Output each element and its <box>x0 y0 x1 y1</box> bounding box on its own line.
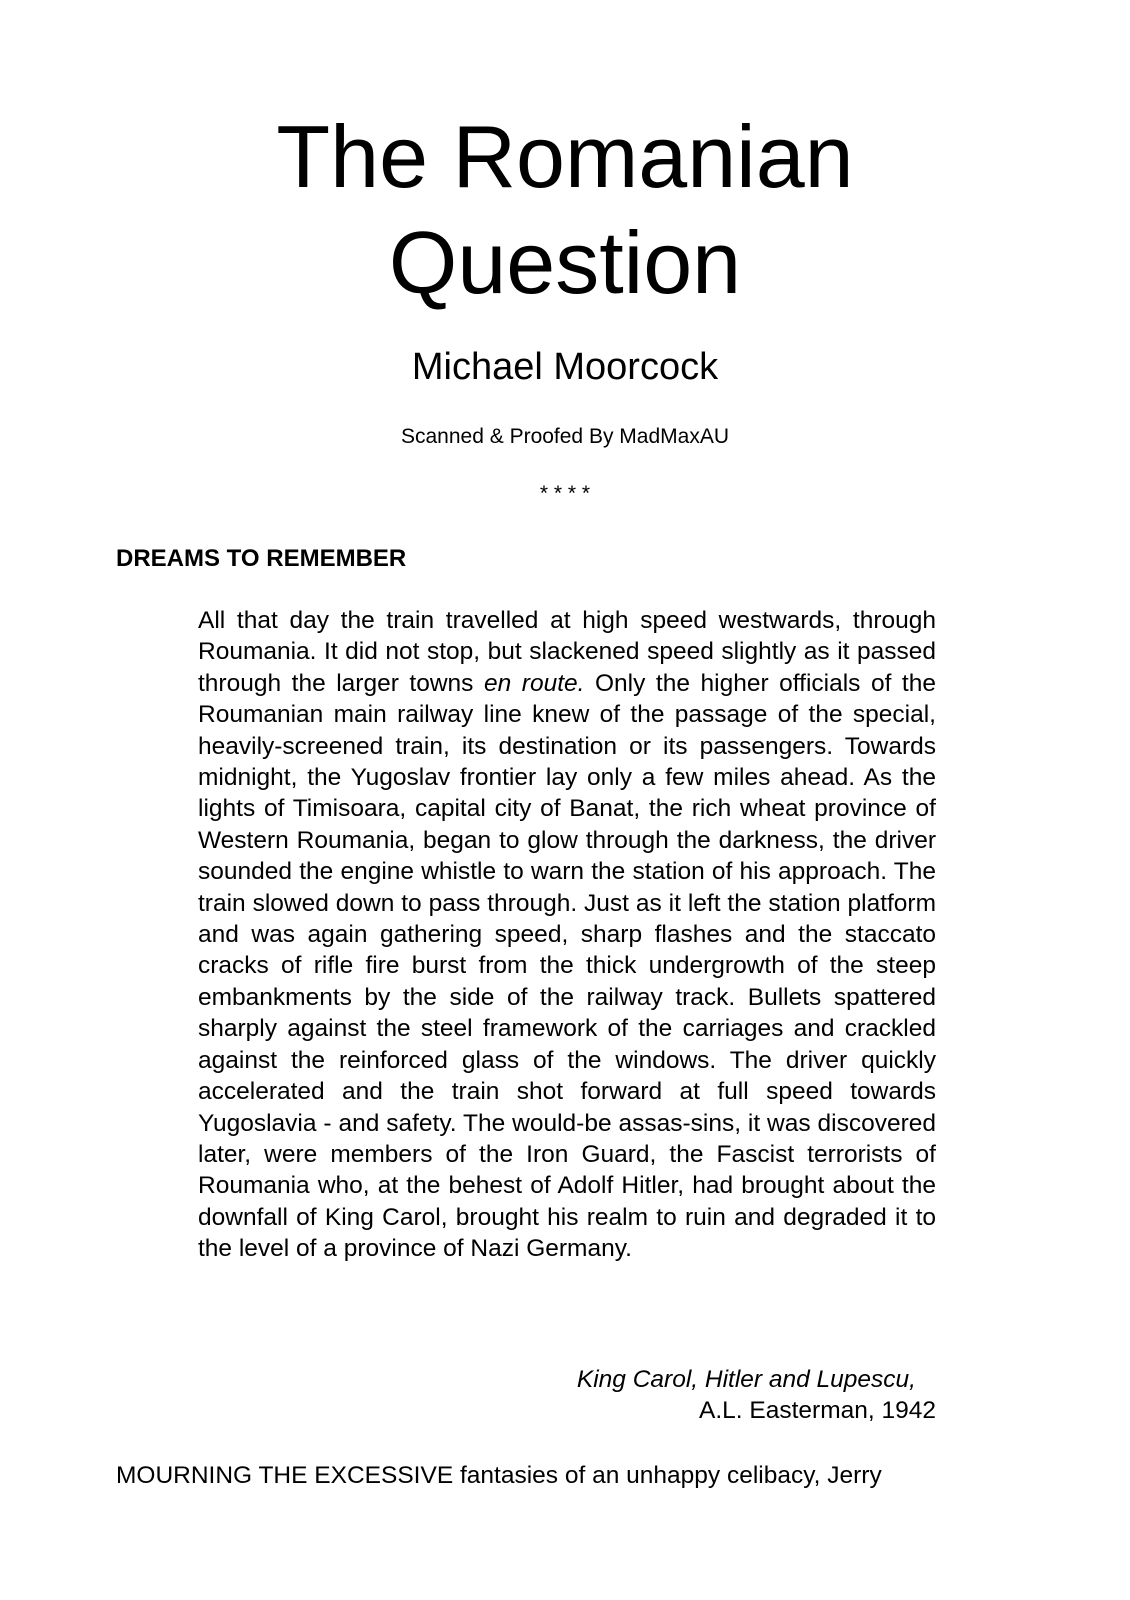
section-divider: * * * * <box>539 482 591 505</box>
attribution-author-year: A.L. Easterman, 1942 <box>699 1397 936 1424</box>
book-title-line-2: Question <box>388 213 742 312</box>
book-title-line-1: The Romanian <box>276 107 854 206</box>
attribution-work-title: King Carol, Hitler and Lupescu, <box>576 1366 916 1393</box>
book-title <box>0 104 1130 316</box>
epigraph-text-start: All that day the train travelled at high speed westwards, through Roumania. It did not stop, but slackened speed slightly as it passed through the larger towns <box>198 607 936 697</box>
chapter-heading: DREAMS TO REMEMBER <box>116 545 407 572</box>
epigraph-italic-phrase: en route. <box>483 669 585 697</box>
epigraph-quote <box>198 605 936 1265</box>
book-author: Michael Moorcock <box>411 346 719 388</box>
scan-credit: Scanned & Proofed By MadMaxAU <box>400 425 729 448</box>
epigraph-attribution <box>198 1364 936 1426</box>
body-opening-line: MOURNING THE EXCESSIVE fantasies of an unhappy celibacy, Jerry <box>116 1462 882 1489</box>
epigraph-text-end: Only the higher officials of the Roumanian main railway line knew of the passage of the special, heavily-screened train, its destination or its passengers. Towards midnight, the Yugoslav frontier lay only a few miles ahead. As the lights of Timisoara, capital city of Banat, the rich wheat province of Western Roumania, began to glow through the darkness, the driver sounded the engine whistle to warn the station of his approach. The train slowed down to pass through. Just as it left the station platform and was again gathering speed, sharp flashes and the staccato cracks of rifle fire burst from the thick undergrowth of the steep embankments by the side of the railway track. Bullets spattered sharply against the steel framework of the carriages and crackled against the reinforced glass of the windows. The driver quickly accelerated and the train shot forward at full speed towards Yugoslavia - and safety. The would-be assas-sins, it was discovered later, were members of the Iron Guard, the Fascist terrorists of Roumania who, at the behest of Adolf Hitler, had brought about the downfall of King Carol, brought his realm to ruin and degraded it to the level of a province of Nazi Germany. <box>198 669 936 1263</box>
